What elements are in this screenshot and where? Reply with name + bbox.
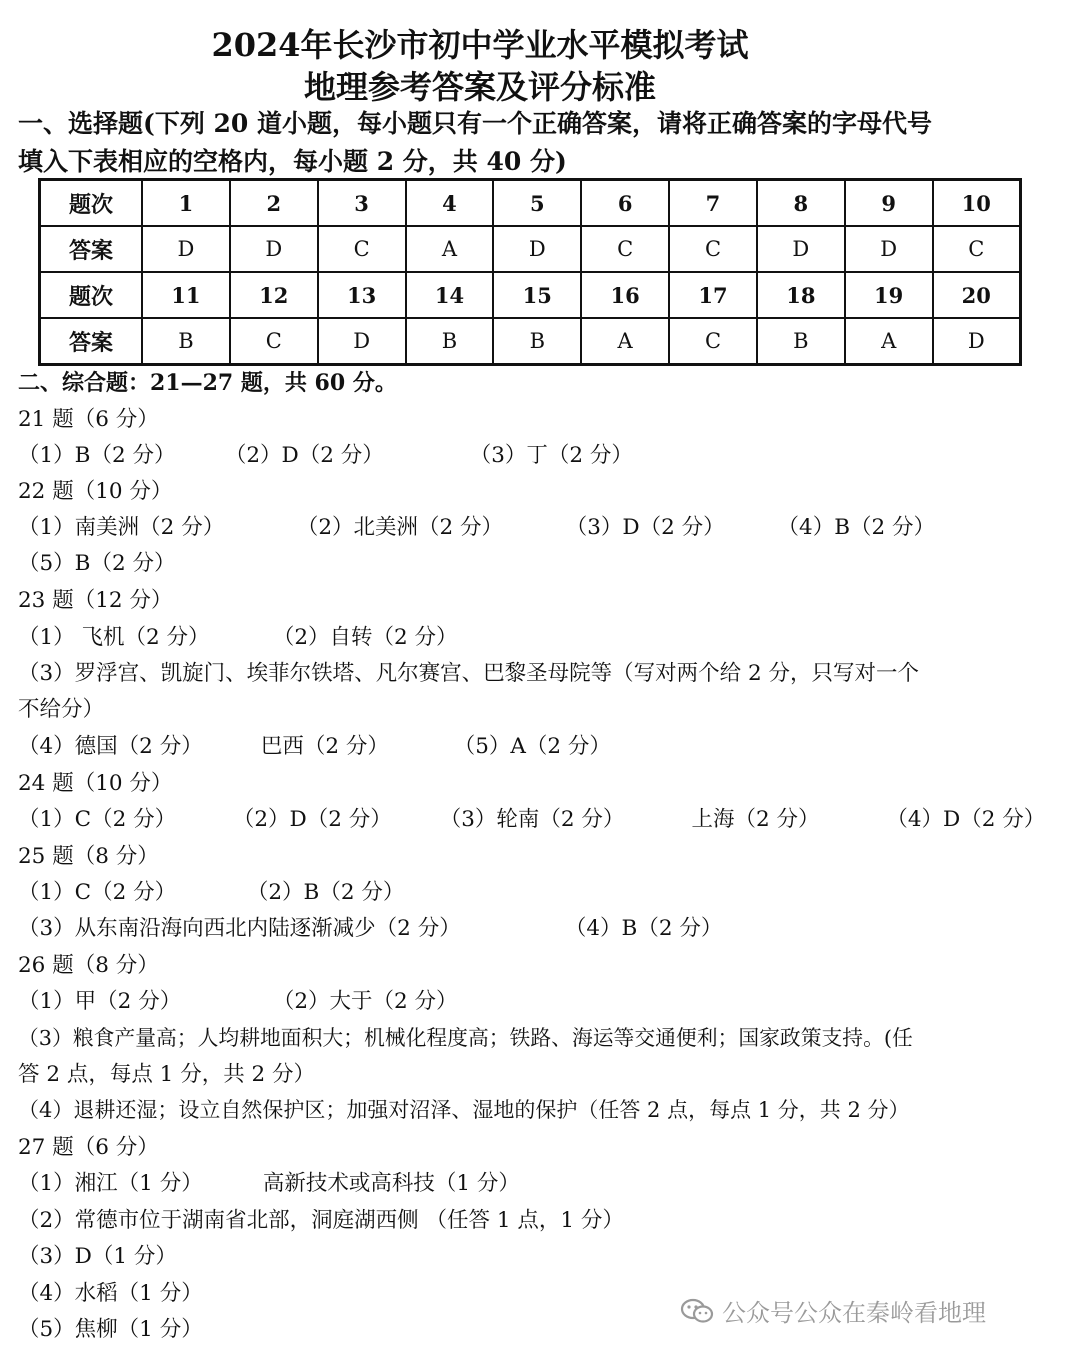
page-title: 2024年长沙市初中学业水平模拟考试 — [211, 26, 749, 64]
q24-answer-2: （2）D（2 分） — [232, 807, 392, 832]
q23-title: 23 题（12 分） — [18, 588, 173, 613]
table-cell: C — [230, 318, 318, 365]
q22-title: 22 题（10 分） — [18, 479, 173, 504]
q22-answer-2: （2）北美洲（2 分） — [296, 515, 504, 540]
table-cell: D — [493, 226, 581, 272]
table-cell: 10 — [933, 180, 1021, 227]
table-cell: 1 — [142, 180, 230, 227]
table-cell: 14 — [406, 272, 494, 318]
q26-answer-2: （2）大于（2 分） — [272, 989, 458, 1014]
table-cell: C — [581, 226, 669, 272]
wechat-icon — [680, 1297, 714, 1325]
q27-answer-2: （2）常德市位于湖南省北部，洞庭湖西侧 （任答 1 点，1 分） — [18, 1208, 624, 1233]
table-cell: A — [406, 226, 494, 272]
num-label: 题次 — [40, 180, 143, 227]
num-label: 题次 — [40, 272, 143, 318]
q25-answer-3: （3）从东南沿海向西北内陆逐渐减少（2 分） — [18, 916, 461, 941]
q21-answer-2: （2）D（2 分） — [224, 443, 384, 468]
section1-heading-line2: 填入下表相应的空格内，每小题 2 分，共 40 分) — [18, 147, 567, 176]
table-cell: 3 — [318, 180, 406, 227]
ans-label: 答案 — [40, 318, 143, 365]
q26-answer-1: （1）甲（2 分） — [18, 989, 182, 1014]
table-cell: 4 — [406, 180, 494, 227]
table-cell: 15 — [493, 272, 581, 318]
q25-title: 25 题（8 分） — [18, 844, 159, 869]
table-cell: 13 — [318, 272, 406, 318]
q22-answer-5: （5）B（2 分） — [18, 551, 176, 576]
table-cell: D — [845, 226, 933, 272]
table-cell: 11 — [142, 272, 230, 318]
table-cell: 9 — [845, 180, 933, 227]
table-row — [40, 180, 1021, 227]
q23-answer-4: （4）德国（2 分） — [18, 734, 203, 759]
section1-heading-line1: 一、选择题(下列 20 道小题，每小题只有一个正确答案，请将正确答案的字母代号 — [18, 109, 933, 138]
table-cell: C — [318, 226, 406, 272]
q23-answer-2: （2）自转（2 分） — [272, 625, 458, 650]
section2-heading: 二、综合题：21—27 题，共 60 分。 — [18, 370, 397, 396]
q26-answer-3-line2: 答 2 点，每点 1 分，共 2 分） — [18, 1062, 316, 1087]
q27-answer-1: （1）湘江（1 分） — [18, 1171, 203, 1196]
table-cell: 16 — [581, 272, 669, 318]
table-cell: 7 — [669, 180, 757, 227]
q22-answer-1: （1）南美洲（2 分） — [18, 515, 225, 540]
watermark — [680, 1293, 986, 1328]
table-cell: 18 — [757, 272, 845, 318]
q23-answer-3-line1: （3）罗浮宫、凯旋门、埃菲尔铁塔、凡尔赛宫、巴黎圣母院等（写对两个给 2 分，只写对一个 — [18, 661, 920, 686]
q27-answer-4: （4）水稻（1 分） — [18, 1281, 203, 1306]
table-cell: B — [493, 318, 581, 365]
table-cell: A — [845, 318, 933, 365]
q23-answer-3-line2: 不给分） — [18, 697, 105, 722]
table-cell: B — [142, 318, 230, 365]
table-cell: D — [318, 318, 406, 365]
table-cell: D — [933, 318, 1021, 365]
ans-label: 答案 — [40, 226, 143, 272]
table-row — [40, 272, 1021, 318]
q25-answer-2: （2）B（2 分） — [246, 880, 405, 905]
table-cell: 17 — [669, 272, 757, 318]
q24-answer-3b: 上海（2 分） — [691, 807, 820, 832]
page-subtitle: 地理参考答案及评分标准 — [303, 68, 656, 106]
table-cell: D — [230, 226, 318, 272]
q24-answer-3: （3）轮南（2 分） — [439, 807, 625, 832]
table-cell: B — [406, 318, 494, 365]
q23-answer-4b: 巴西（2 分） — [260, 734, 389, 759]
table-cell: D — [142, 226, 230, 272]
table-row — [40, 318, 1021, 365]
table-cell: A — [581, 318, 669, 365]
table-cell: B — [757, 318, 845, 365]
table-cell: 20 — [933, 272, 1021, 318]
q21-answer-3: （3）丁（2 分） — [469, 443, 633, 468]
q27-answer-5: （5）焦柳（1 分） — [18, 1317, 203, 1342]
table-cell: C — [933, 226, 1021, 272]
q24-answer-1: （1）C（2 分） — [18, 807, 177, 832]
table-cell: 8 — [757, 180, 845, 227]
answer-table — [38, 178, 1022, 366]
q27-answer-3: （3）D（1 分） — [18, 1244, 177, 1269]
q23-answer-5: （5）A（2 分） — [453, 734, 611, 759]
q21-answer-1: （1）B（2 分） — [18, 443, 176, 468]
table-cell: 19 — [845, 272, 933, 318]
table-cell: 6 — [581, 180, 669, 227]
q27-title: 27 题（6 分） — [18, 1135, 159, 1160]
watermark-text: 公众号公众在秦岭看地理 — [722, 1299, 986, 1327]
q21-title: 21 题（6 分） — [18, 407, 159, 432]
q24-title: 24 题（10 分） — [18, 771, 173, 796]
table-cell: 12 — [230, 272, 318, 318]
q24-answer-4: （4）D（2 分） — [886, 807, 1046, 832]
table-cell: C — [669, 318, 757, 365]
table-cell: 5 — [493, 180, 581, 227]
q26-answer-4: （4）退耕还湿；设立自然保护区；加强对沼泽、湿地的保护（任答 2 点，每点 1 分，共 2 分） — [18, 1098, 910, 1122]
q26-answer-3-line1: （3）粮食产量高；人均耕地面积大；机械化程度高；铁路、海运等交通便利；国家政策支持。(任 — [18, 1026, 913, 1050]
table-cell: D — [757, 226, 845, 272]
q22-answer-3: （3）D（2 分） — [565, 515, 725, 540]
table-row — [40, 226, 1021, 272]
table-cell: C — [669, 226, 757, 272]
q22-answer-4: （4）B（2 分） — [777, 515, 936, 540]
table-cell: 2 — [230, 180, 318, 227]
q25-answer-1: （1）C（2 分） — [18, 880, 177, 905]
q27-answer-1b: 高新技术或高科技（1 分） — [262, 1171, 520, 1196]
q25-answer-4: （4）B（2 分） — [564, 916, 723, 941]
q26-title: 26 题（8 分） — [18, 953, 159, 978]
q23-answer-1: （1） 飞机（2 分） — [18, 625, 210, 650]
